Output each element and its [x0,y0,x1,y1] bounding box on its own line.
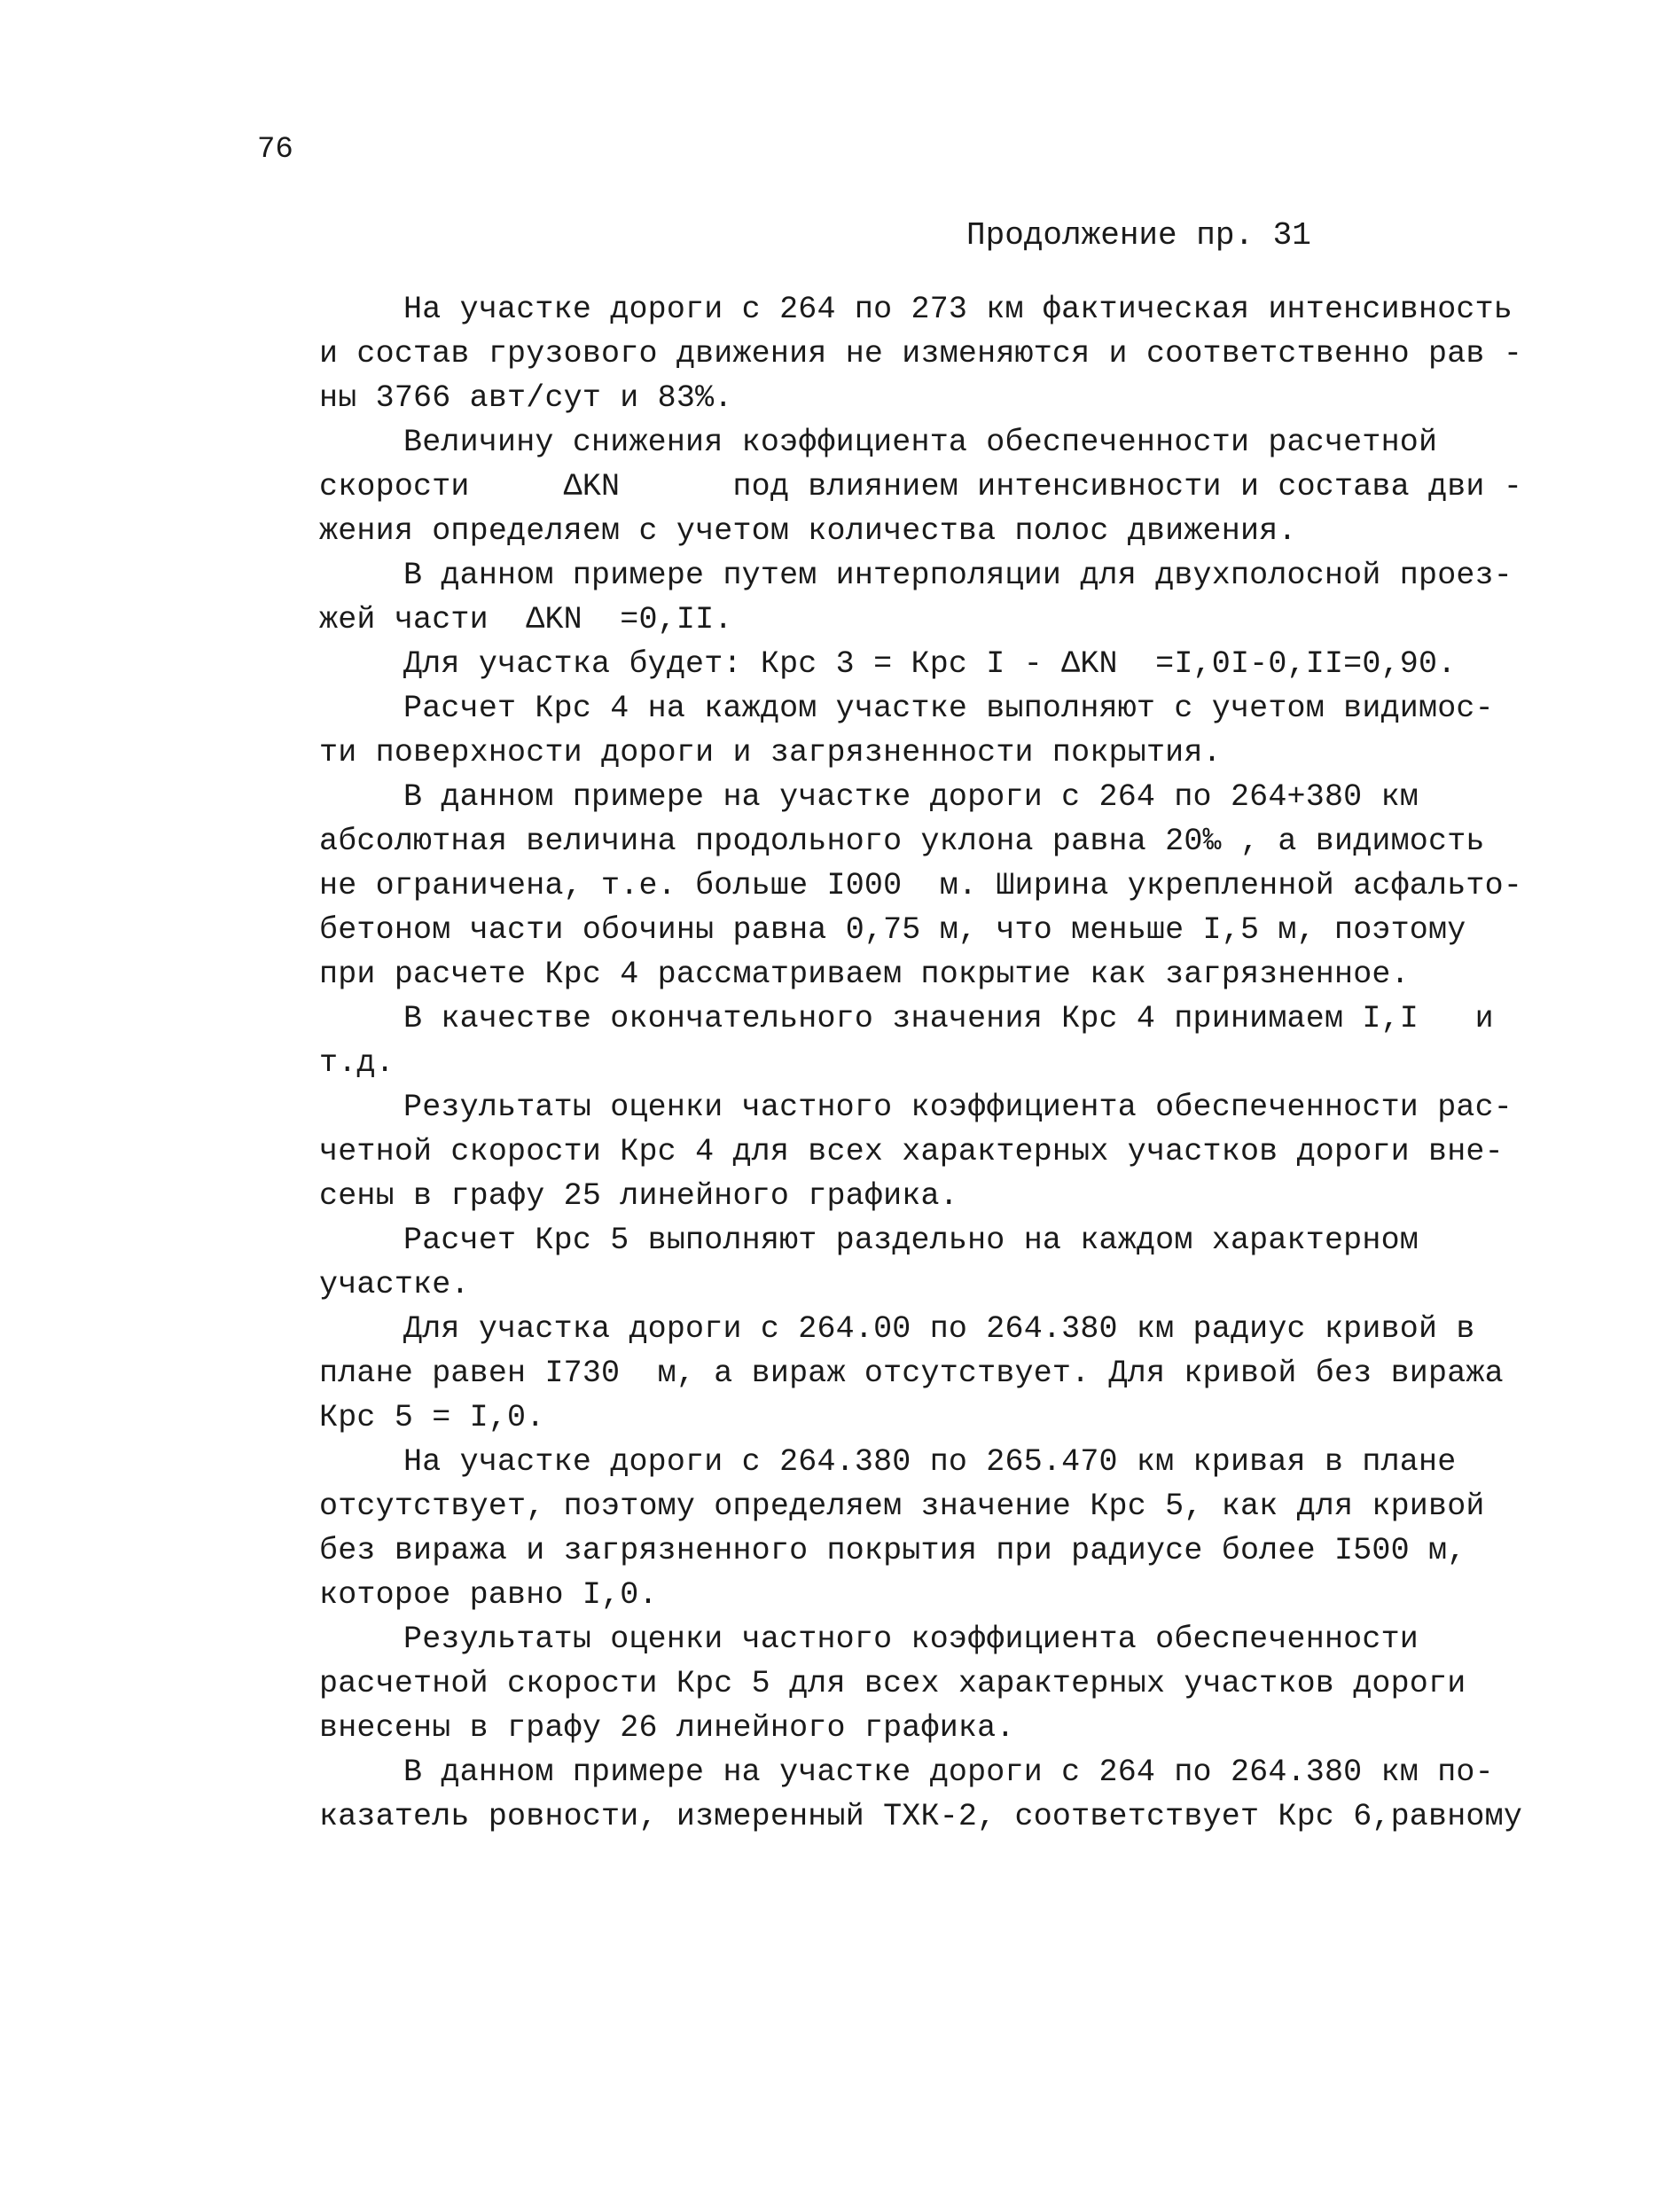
text-line: Расчет Крс 5 выполняют раздельно на каждом характерном [403,1223,1419,1258]
text-line: которое равно I,0. [319,1577,658,1613]
text-line: Результаты оценки частного коэффициента обеспеченности [403,1622,1419,1657]
text-line: В данном примере на участке дороги с 264 по 264+380 км [403,779,1419,815]
text-line: В качестве окончательного значения Крс 4 принимаем I,I и [403,1001,1494,1036]
text-line: скорости ΔKN под влиянием интенсивности и состава дви - [319,469,1523,504]
text-line: при расчете Крс 4 рассматриваем покрытие как загрязненное. [319,957,1410,992]
text-line: абсолютная величина продольного уклона равна 20‰ , а видимость [319,824,1485,859]
text-line: участке. [319,1267,470,1302]
text-line: отсутствует, поэтому определяем значение Крс 5, как для кривой [319,1489,1485,1524]
text-line: не ограничена, т.е. больше I000 м. Ширина укрепленной асфальто- [319,868,1523,903]
text-line: Расчет Крс 4 на каждом участке выполняют с учетом видимос- [403,691,1494,726]
text-line: расчетной скорости Крс 5 для всех характерных участков дороги [319,1666,1466,1701]
text-line: сены в графу 25 линейного графика. [319,1178,958,1214]
text-line: бетоном части обочины равна 0,75 м, что меньше I,5 м, поэтому [319,912,1466,948]
text-line: ны 3766 авт/сут и 83%. [319,380,733,416]
text-line: т.д. [319,1045,395,1081]
text-line: В данном примере путем интерполяции для двухполосной проез- [403,558,1513,593]
text-line: Крс 5 = I,0. [319,1400,545,1435]
text-line: Величину снижения коэффициента обеспеченности расчетной [403,425,1438,460]
text-line: и состав грузового движения не изменяются и соответственно рав - [319,336,1523,371]
text-line: плане равен I730 м, а вираж отсутствует. Для кривой без виража [319,1356,1504,1391]
text-line: Результаты оценки частного коэффициента обеспеченности рас- [403,1090,1513,1125]
text-line: В данном примере на участке дороги с 264 по 264.380 км по- [403,1755,1494,1790]
text-line: внесены в графу 26 линейного графика. [319,1710,1015,1746]
text-line: четной скорости Крс 4 для всех характерных участков дороги вне- [319,1134,1504,1169]
text-line: казатель ровности, измеренный ТХК-2, соответствует Крс 6,равному [319,1799,1523,1834]
text-line: Для участка будет: Крс 3 = Крс I - ΔKN =I,0I-0,II=0,90. [403,646,1457,682]
page-number: 76 [257,133,293,167]
text-line: жей части ΔKN =0,II. [319,602,733,637]
text-line: жения определяем с учетом количества полос движения. [319,513,1297,549]
text-line: без виража и загрязненного покрытия при радиусе более I500 м, [319,1533,1466,1568]
text-line: ти поверхности дороги и загрязненности покрытия. [319,735,1222,770]
text-line: На участке дороги с 264 по 273 км фактическая интенсивность [403,292,1513,327]
text-line: Для участка дороги с 264.00 по 264.380 км радиус кривой в [403,1311,1475,1347]
appendix-heading: Продолжение пр. 31 [966,217,1311,254]
text-line: На участке дороги с 264.380 по 265.470 км кривая в плане [403,1444,1457,1480]
